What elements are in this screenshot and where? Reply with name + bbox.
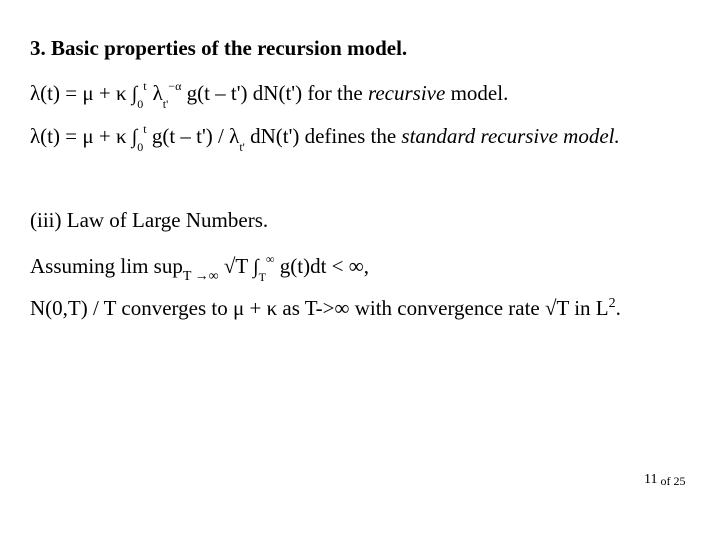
eq1-lower-limit: 0: [137, 97, 144, 111]
assume-lower-limit: T: [258, 270, 266, 284]
integral-sign: ∫: [131, 126, 138, 148]
eq1-upper-limit: t: [143, 79, 147, 93]
eq1-tail: model.: [445, 81, 509, 105]
eq2-emphasis: standard recursive model.: [401, 124, 620, 148]
eq1-lambda-sub: t': [162, 97, 169, 111]
conv-text: N(0,T) / T converges to μ + κ as T->∞ with convergence rate √T in L: [30, 296, 609, 320]
assume-sub: T →∞: [182, 269, 219, 284]
slide-heading: 3. Basic properties of the recursion model.: [30, 36, 408, 60]
eq2-lhs: λ(t) = μ + κ: [30, 124, 132, 148]
eq2-rest: dN(t') defines the: [244, 124, 402, 148]
page-total: of 25: [657, 474, 686, 488]
assumption-line: [30, 252, 369, 284]
eq1-lambda: λ: [152, 81, 163, 105]
eq1-emphasis: recursive: [367, 81, 446, 105]
assume-upper-limit: ∞: [265, 252, 275, 266]
conv-sup: 2: [608, 296, 616, 311]
page-number: [644, 472, 685, 488]
assume-rest: g(t)dt < ∞,: [274, 254, 369, 278]
eq1-rest: g(t – t') dN(t') for the: [181, 81, 368, 105]
page-current: 11: [644, 472, 658, 487]
eq2-lower-limit: 0: [137, 140, 144, 154]
eq1-lhs: λ(t) = μ + κ: [30, 81, 132, 105]
eq2-upper-limit: t: [143, 122, 147, 136]
integral-sign: ∫: [131, 83, 138, 105]
eq1-lambda-sup: −α: [168, 79, 182, 93]
assume-prefix: Assuming lim sup: [30, 254, 183, 278]
equation-standard-recursive-model: [30, 122, 620, 154]
equation-recursive-model: [30, 79, 509, 111]
integral-sign: ∫: [253, 256, 259, 278]
assume-mid: √T: [218, 254, 254, 278]
conv-end: .: [615, 296, 621, 320]
eq2-lambda-sub: t': [239, 140, 245, 154]
convergence-statement: [30, 298, 621, 319]
section-title: (iii) Law of Large Numbers.: [30, 208, 269, 232]
eq2-mid: g(t – t') / λ: [146, 124, 240, 148]
